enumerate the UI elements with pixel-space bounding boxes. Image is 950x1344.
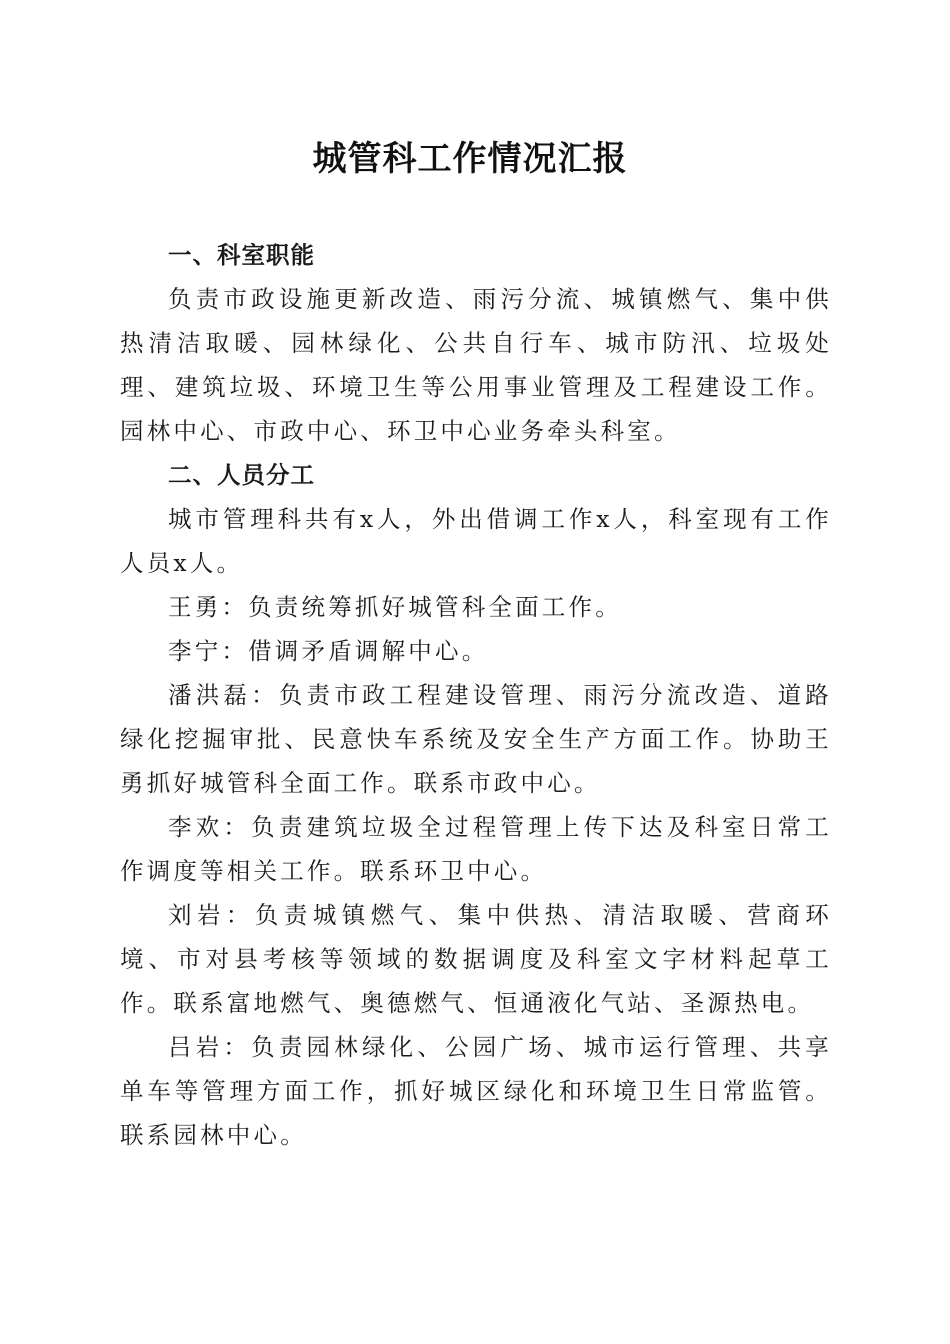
document-title: 城管科工作情况汇报 xyxy=(312,139,628,179)
paragraph-staff-li-ning: 李宁：借调矛盾调解中心。 xyxy=(168,637,489,665)
paragraph-staff-count: 城市管理科共有x人，外出借调工作x人，科室现有工作人员x人。 xyxy=(120,505,832,577)
paragraph-staff-li-huan: 李欢：负责建筑垃圾全过程管理上传下达及科室日常工作调度等相关工作。联系环卫中心。 xyxy=(120,813,832,885)
section-heading-staffing: 二、人员分工 xyxy=(168,461,315,489)
paragraph-staff-lv-yan: 吕岩：负责园林绿化、公园广场、城市运行管理、共享单车等管理方面工作，抓好城区绿化和环境卫生日常监管。联系园林中心。 xyxy=(120,1033,832,1149)
paragraph-functions: 负责市政设施更新改造、雨污分流、城镇燃气、集中供热清洁取暖、园林绿化、公共自行车、城市防汛、垃圾处理、建筑垃圾、环境卫生等公用事业管理及工程建设工作。园林中心、市政中心、环卫中心业务牵头科室。 xyxy=(120,285,832,445)
document-body xyxy=(120,233,832,1157)
section-heading-functions: 一、科室职能 xyxy=(168,241,315,269)
paragraph-staff-wang-yong: 王勇：负责统筹抓好城管科全面工作。 xyxy=(168,593,622,621)
paragraph-staff-liu-yan: 刘岩：负责城镇燃气、集中供热、清洁取暖、营商环境、市对县考核等领域的数据调度及科室文字材料起草工作。联系富地燃气、奥德燃气、恒通液化气站、圣源热电。 xyxy=(120,901,832,1017)
paragraph-staff-pan-honglei: 潘洪磊：负责市政工程建设管理、雨污分流改造、道路绿化挖掘审批、民意快车系统及安全生产方面工作。协助王勇抓好城管科全面工作。联系市政中心。 xyxy=(120,681,832,797)
